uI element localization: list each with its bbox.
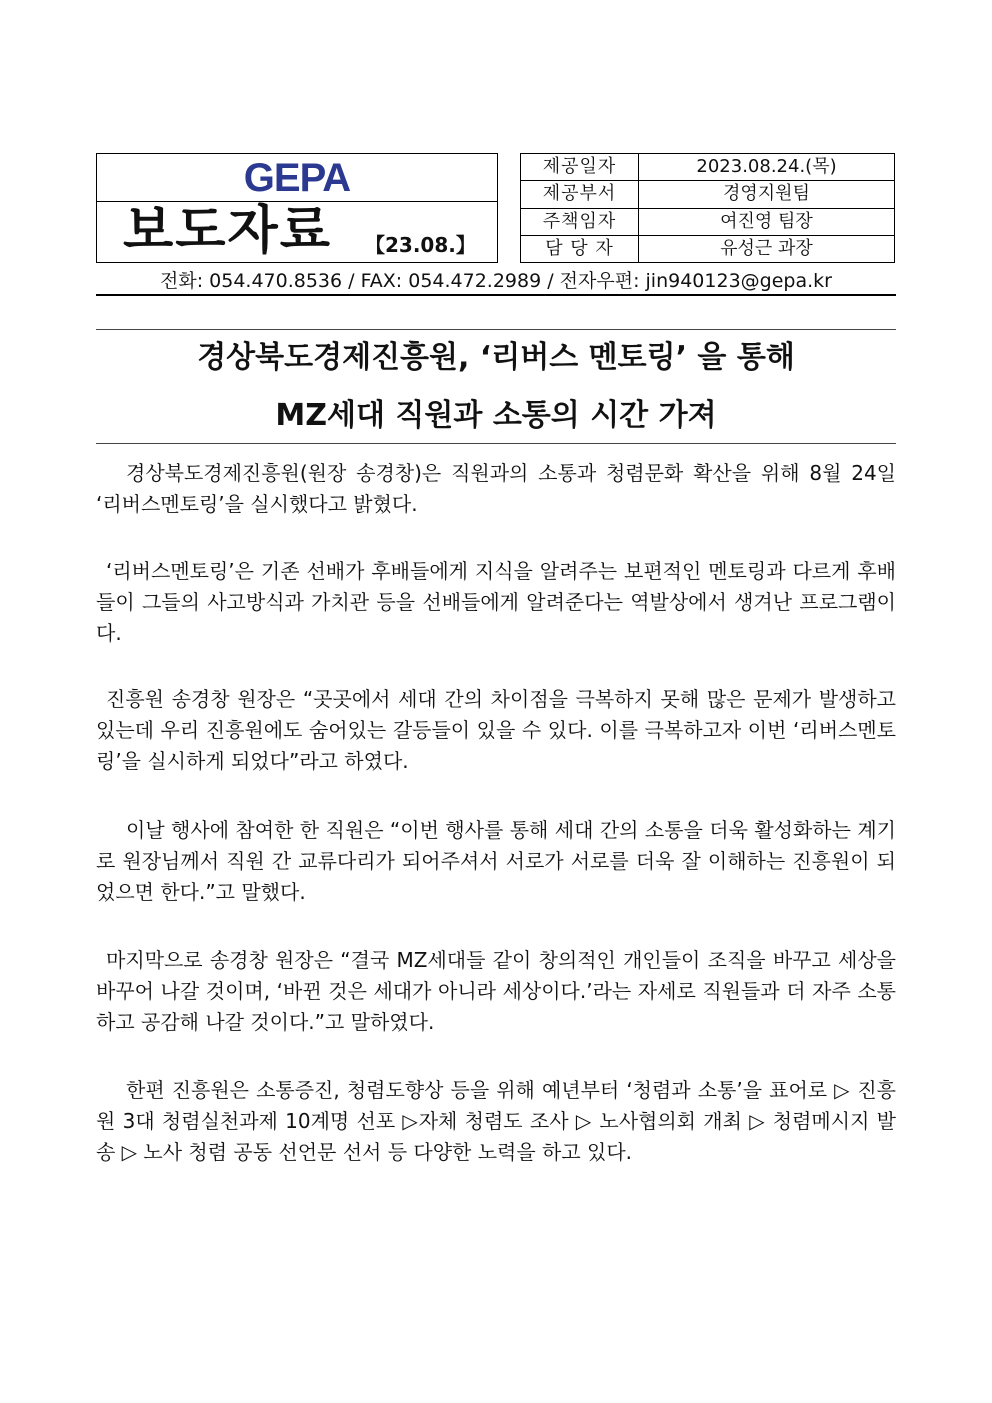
info-row [521, 181, 895, 208]
info-row [521, 208, 895, 235]
body-paragraph: 마지막으로 송경창 원장은 “결국 MZ세대들 같이 창의적인 개인들이 조직을 바꾸고 세상을 바꾸어 나갈 것이며, ‘바뀐 것은 세대가 아니라 세상이다.’라는 자세로 직원들과 더 자주 소통하고 공감해 나갈 것이다.”고 말하였다. [96, 948, 896, 1034]
info-value: 유성근 과장 [639, 235, 895, 262]
headline-line-1: 경상북도경제진흥원, ‘리버스 멘토링’ 을 통해 [197, 340, 795, 375]
info-label: 주책임자 [521, 208, 639, 235]
body-paragraph: 이날 행사에 참여한 한 직원은 “이번 행사를 통해 세대 간의 소통을 더욱 활성화하는 계기로 원장님께서 직원 간 교류다리가 되어주셔서 서로가 서로를 더욱 잘 이해하는 진흥원이 되었으면 한다.”고 말했다. [96, 818, 896, 904]
release-info-table [520, 153, 895, 263]
headline-bottom-rule [96, 443, 896, 444]
info-label: 제공일자 [521, 154, 639, 181]
info-value: 2023.08.24.(목) [639, 154, 895, 181]
body-paragraph: ‘리버스멘토링’은 기존 선배가 후배들에게 지식을 알려주는 보편적인 멘토링과 다르게 후배들이 그들의 사고방식과 가치관 등을 선배들에게 알려준다는 역발상에서 생겨난 프로그램이다. [96, 559, 896, 645]
body-paragraph: 경상북도경제진흥원(원장 송경창)은 직원과의 소통과 청렴문화 확산을 위해 8월 24일 ‘리버스멘토링’을 실시했다고 밝혔다. [96, 461, 896, 516]
info-value: 경영지원팀 [639, 181, 895, 208]
body-paragraph: 한편 진흥원은 소통증진, 청렴도향상 등을 위해 예년부터 ‘청렴과 소통’을 표어로 ▷ 진흥원 3대 청렴실천과제 10계명 선포 ▷자체 청렴도 조사 ▷ 노사협의회 개최 ▷ 청렴메시지 발송 ▷ 노사 청렴 공동 선언문 선서 등 다양한 노력을 하고 있다. [96, 1078, 896, 1164]
info-value: 여진영 팀장 [639, 208, 895, 235]
press-release-date-tag: 【23.08.】 [365, 233, 476, 257]
info-row [521, 235, 895, 262]
body-paragraph: 진흥원 송경창 원장은 “곳곳에서 세대 간의 차이점을 극복하지 못해 많은 문제가 발생하고 있는데 우리 진흥원에도 숨어있는 갈등들이 있을 수 있다. 이를 극복하고자 이번 ‘리버스멘토링’을 실시하게 되었다”라고 하였다. [96, 687, 896, 773]
press-release-title-box [96, 153, 498, 263]
info-row [521, 154, 895, 181]
info-label: 담 당 자 [521, 235, 639, 262]
press-release-title: 보도자료 [123, 201, 332, 261]
gepa-logo: GEPA [243, 156, 351, 200]
info-label: 제공부서 [521, 181, 639, 208]
contact-line: 전화: 054.470.8536 / FAX: 054.472.2989 / 전자우편: jin940123@gepa.kr [96, 266, 896, 296]
headline-line-2: MZ세대 직원과 소통의 시간 가져 [275, 398, 717, 433]
headline-top-rule [96, 329, 896, 330]
